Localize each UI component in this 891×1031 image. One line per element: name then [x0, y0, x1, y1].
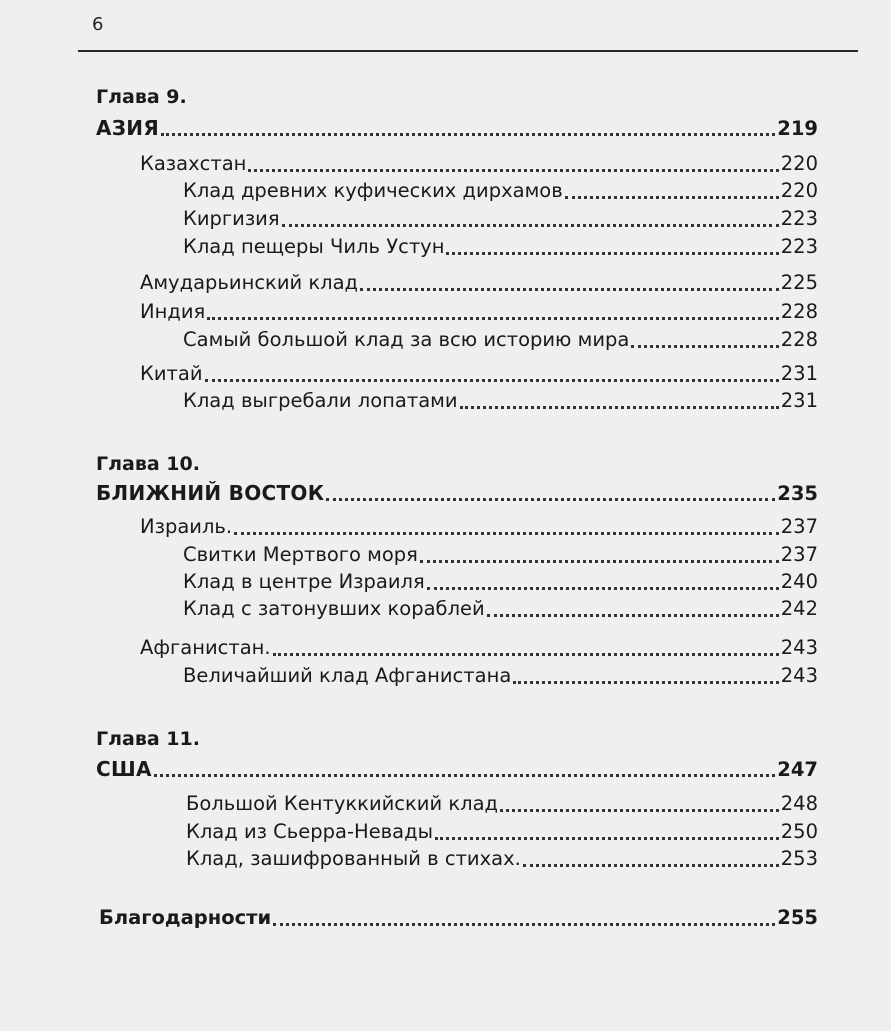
entry-title: Киргизия [183, 207, 280, 230]
entry-title: Афганистан. [140, 636, 271, 659]
page-ref: 240 [780, 570, 818, 593]
page-ref: 237 [780, 543, 818, 566]
dot-leader [326, 498, 775, 501]
dot-leader [427, 587, 779, 590]
page-number: 6 [92, 14, 104, 35]
entry-title: Свитки Мертвого моря [183, 543, 418, 566]
dot-leader [487, 614, 779, 617]
toc-entry [183, 235, 818, 259]
entry-title: Китай [140, 362, 203, 385]
page-ref: 220 [780, 152, 818, 175]
dot-leader [446, 252, 778, 255]
page-ref: 219 [777, 117, 818, 140]
toc-entry [140, 271, 818, 295]
page-ref: 235 [777, 482, 818, 505]
chapter-label: Глава 9. [96, 86, 187, 108]
toc-chapter-row [96, 481, 818, 506]
dot-leader [631, 345, 778, 348]
dot-leader [154, 774, 776, 777]
toc-entry [140, 636, 818, 660]
dot-leader [500, 809, 779, 812]
page-ref: 228 [780, 328, 818, 351]
chapter-label: Глава 11. [96, 728, 200, 750]
toc-entry [183, 597, 818, 621]
toc-entry [140, 515, 818, 539]
dot-leader [273, 923, 775, 926]
dot-leader [460, 406, 779, 409]
page-ref: 247 [777, 758, 818, 781]
toc-entry [186, 820, 818, 844]
toc-entry [183, 570, 818, 594]
dot-leader [420, 560, 779, 563]
dot-leader [234, 532, 779, 535]
page-ref: 231 [780, 389, 818, 412]
toc-chapter-row [96, 757, 818, 782]
toc-entry [140, 152, 818, 176]
page-ref: 231 [780, 362, 818, 385]
toc-entry [140, 362, 818, 386]
entry-title: Клад пещеры Чиль Устун [183, 235, 445, 258]
dot-leader [523, 864, 779, 867]
page-ref: 243 [780, 636, 818, 659]
acknowledgements-title: Благодарности [99, 906, 272, 929]
page-ref: 223 [780, 207, 818, 230]
entry-title: Клад в центре Израиля [183, 570, 425, 593]
toc-entry [183, 543, 818, 567]
dot-leader [435, 837, 779, 840]
entry-title: Индия [140, 300, 206, 323]
dot-leader [513, 681, 778, 684]
chapter-label: Глава 10. [96, 453, 200, 475]
toc-entry [183, 664, 818, 688]
dot-leader [205, 379, 779, 382]
toc-entry [183, 328, 818, 352]
entry-title: Величайший клад Афганистана [183, 664, 512, 687]
entry-title: Клад выгребали лопатами [183, 389, 458, 412]
page-ref: 225 [780, 271, 818, 294]
entry-title: Казахстан [140, 152, 247, 175]
toc-entry [186, 792, 818, 816]
page-ref: 220 [780, 179, 818, 202]
dot-leader [282, 224, 779, 227]
page-ref: 237 [780, 515, 818, 538]
toc-entry [183, 389, 818, 413]
page-ref: 228 [780, 300, 818, 323]
chapter-title: БЛИЖНИЙ ВОСТОК [96, 481, 325, 505]
entry-title: Клад из Сьерра-Невады [186, 820, 434, 843]
page-ref: 250 [780, 820, 818, 843]
toc-entry [140, 300, 818, 324]
dot-leader [273, 653, 779, 656]
entry-title: Самый большой клад за всю историю мира [183, 328, 630, 351]
toc-entry [183, 179, 818, 203]
dot-leader [161, 133, 775, 136]
page-ref: 223 [780, 235, 818, 258]
entry-title: Израиль. [140, 515, 233, 538]
toc-chapter-row [96, 116, 818, 141]
toc-acknowledgements-row [99, 906, 818, 930]
entry-title: Клад древних куфических дирхамов [183, 179, 563, 202]
page-ref: 253 [780, 847, 818, 870]
dot-leader [248, 169, 778, 172]
dot-leader [207, 317, 779, 320]
chapter-title: США [96, 757, 152, 781]
page-ref: 248 [780, 792, 818, 815]
page-ref: 255 [777, 906, 818, 929]
entry-title: Клад с затонувших кораблей [183, 597, 485, 620]
page-ref: 243 [780, 664, 818, 687]
chapter-title: АЗИЯ [96, 116, 160, 140]
toc-entry [183, 207, 818, 231]
toc-entry [186, 847, 818, 871]
entry-title: Большой Кентуккийский клад [186, 792, 499, 815]
entry-title: Клад, зашифрованный в стихах. [186, 847, 521, 870]
page-ref: 242 [780, 597, 818, 620]
dot-leader [360, 288, 779, 291]
header-rule [78, 50, 858, 52]
dot-leader [565, 196, 779, 199]
entry-title: Амударьинский клад [140, 271, 359, 294]
